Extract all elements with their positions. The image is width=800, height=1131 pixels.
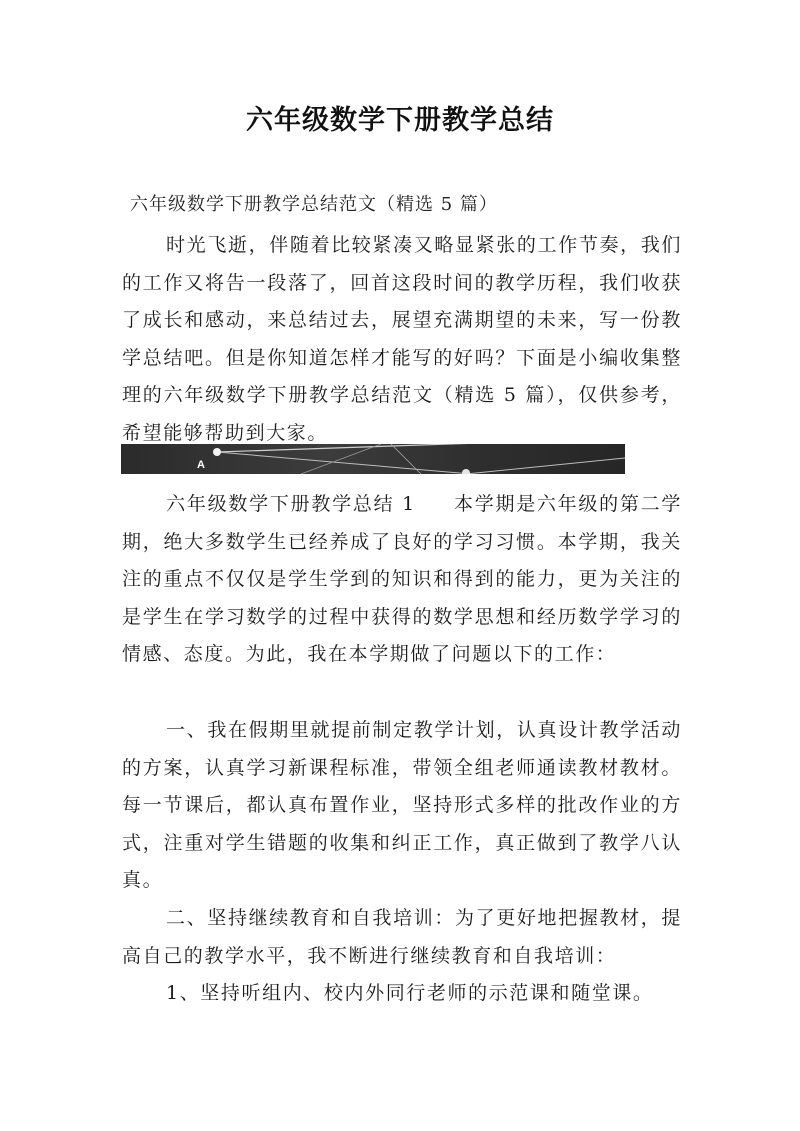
banner-label: A (197, 459, 205, 471)
section-1-heading: 六年级数学下册教学总结 1 (166, 493, 416, 515)
document-title: 六年级数学下册教学总结 (246, 105, 554, 136)
point-marker (462, 469, 470, 474)
banner-image (121, 444, 625, 474)
section-1-paragraph (122, 486, 682, 674)
geometry-lines-graphic (121, 444, 625, 474)
item-1-text: 一、我在假期里就提前制定教学计划，认真设计教学活动的方案，认真学习新课程标准，带领全组老师通读教材教材。每一节课后，都认真布置作业，坚持形式多样的批改作业的方式，注重对学生错题的收集和纠正工作，真正做到了教学八认真。 (122, 719, 682, 891)
point-a-marker (213, 448, 221, 456)
item-2-paragraph (122, 900, 682, 975)
document-subtitle: 六年级数学下册教学总结范文（精选 5 篇） (130, 194, 498, 215)
item-2-text: 二、坚持继续教育和自我培训：为了更好地把握教材，提高自己的教学水平，我不断进行继续教育和自我培训： (122, 907, 682, 967)
item-3-paragraph (122, 975, 682, 1013)
intro-text: 时光飞逝，伴随着比较紧凑又略显紧张的工作节奏，我们的工作又将告一段落了，回首这段时间的教学历程，我们收获了成长和感动，来总结过去，展望充满期望的未来，写一份教学总结吧。但是你知道怎样才能写的好吗？下面是小编收集整理的六年级数学下册教学总结范文（精选 5 篇），仅供参考，希望能够帮助到大家。 (122, 234, 682, 444)
item-3-text: 1、坚持听组内、校内外同行老师的示范课和随堂课。 (166, 982, 654, 1004)
intro-paragraph (122, 227, 682, 452)
item-1-paragraph (122, 712, 682, 900)
section-1-body: 本学期是六年级的第二学期，绝大多数学生已经养成了良好的学习习惯。本学期，我关注的重点不仅仅是学生学到的知识和得到的能力，更为关注的是学生在学习数学的过程中获得的数学思想和经历数学学习的情感、态度。为此，我在本学期做了问题以下的工作： (122, 493, 682, 665)
